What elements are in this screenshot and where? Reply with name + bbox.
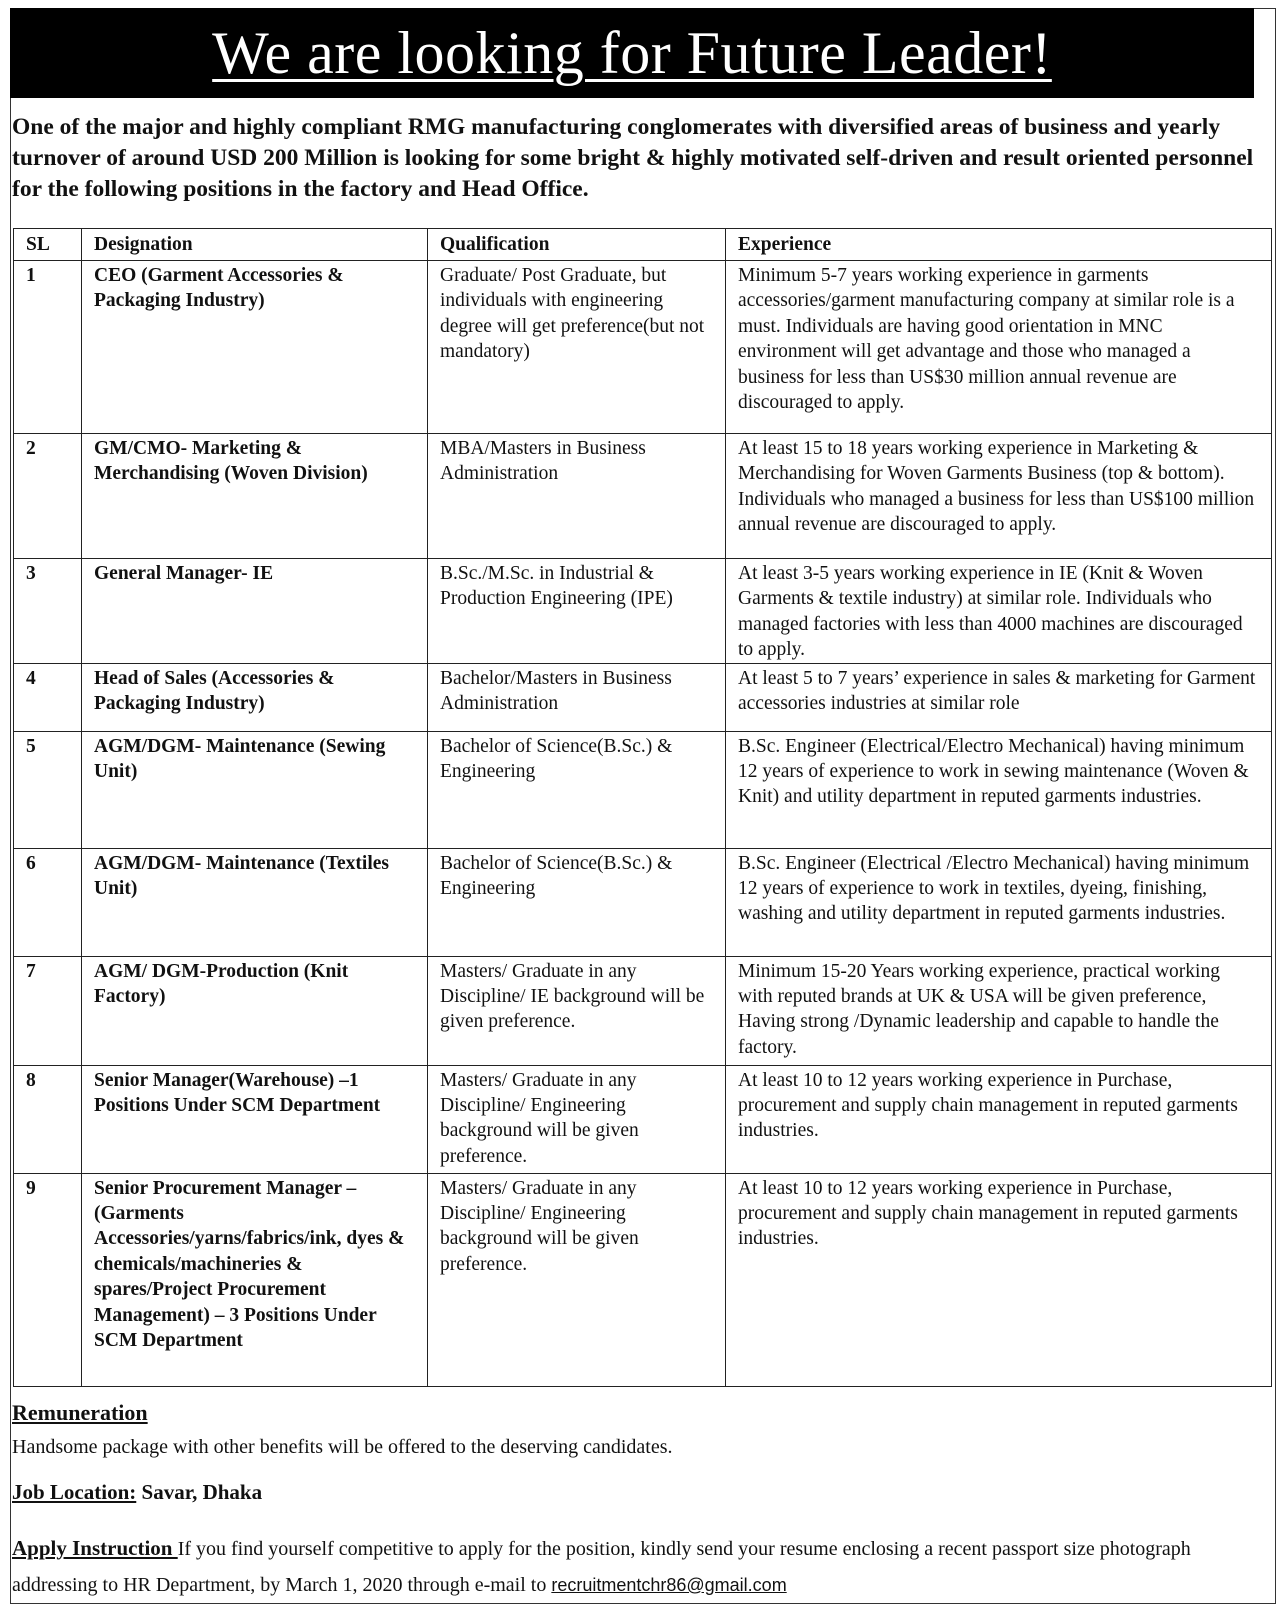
cell-sl: 6 (14, 848, 82, 956)
cell-designation: CEO (Garment Accessories & Packaging Industry) (82, 261, 428, 434)
cell-qualification: Bachelor of Science(B.Sc.) & Engineering (428, 731, 726, 848)
table-row (14, 559, 1272, 664)
positions-table (13, 228, 1272, 1387)
job-location (12, 1480, 262, 1505)
header-designation: Designation (82, 229, 428, 261)
cell-sl: 7 (14, 956, 82, 1065)
cell-qualification: Masters/ Graduate in any Discipline/ IE background will be given preference. (428, 956, 726, 1065)
cell-designation: Senior Manager(Warehouse) –1 Positions Under SCM Department (82, 1065, 428, 1173)
table-row (14, 848, 1272, 956)
cell-designation: GM/CMO- Marketing & Merchandising (Woven Division) (82, 434, 428, 559)
table-header-row (14, 229, 1272, 261)
email-link[interactable]: recruitmentchr86@gmail.com (551, 1575, 787, 1595)
cell-qualification: Graduate/ Post Graduate, but individuals with engineering degree will get preference(but not mandatory) (428, 261, 726, 434)
page-title: We are looking for Future Leader! (212, 19, 1052, 86)
job-location-label: Job Location: (12, 1480, 137, 1504)
cell-qualification: MBA/Masters in Business Administration (428, 434, 726, 559)
remuneration-text: Handsome package with other benefits will be offered to the deserving candidates. (12, 1436, 673, 1458)
cell-sl: 8 (14, 1065, 82, 1173)
intro-paragraph: One of the major and highly compliant RMG manufacturing conglomerates with diversified areas of business and yearly turnover of around USD 200 Million is looking for some bright & highly motivated self-driven and result oriented personnel for the following positions in the factory and Head Office. (12, 114, 1254, 202)
job-location-value: Savar, Dhaka (136, 1480, 263, 1504)
cell-qualification: Bachelor of Science(B.Sc.) & Engineering (428, 848, 726, 956)
cell-experience: B.Sc. Engineer (Electrical /Electro Mechanical) having minimum 12 years of experience to work in textiles, dyeing, finishing, washing and utility department in reputed garments industries. (726, 848, 1272, 956)
cell-experience: B.Sc. Engineer (Electrical/Electro Mechanical) having minimum 12 years of experience to work in sewing maintenance (Woven & Knit) and utility department in reputed garments industries. (726, 731, 1272, 848)
table-row (14, 434, 1272, 559)
cell-experience: At least 10 to 12 years working experience in Purchase, procurement and supply chain management in reputed garments industries. (726, 1065, 1272, 1173)
apply-instruction-label: Apply Instruction (12, 1536, 178, 1560)
cell-designation: Senior Procurement Manager –(Garments Accessories/yarns/fabrics/ink, dyes & chemicals/machineries & spares/Project Procurement Management) – 3 Positions Under SCM Department (82, 1173, 428, 1386)
cell-designation: General Manager- IE (82, 559, 428, 664)
cell-experience: At least 3-5 years working experience in IE (Knit & Woven Garments & textile industry) at similar role. Individuals who managed factories with less than 4000 machines are discouraged to apply. (726, 559, 1272, 664)
apply-instruction (12, 1530, 1262, 1603)
table-row (14, 1065, 1272, 1173)
cell-experience: Minimum 5-7 years working experience in garments accessories/garment manufacturing company at similar role is a must. Individuals are having good orientation in MNC environment will get advantage and those who managed a business for less than US$30 million annual revenue are discouraged to apply. (726, 261, 1272, 434)
table-row (14, 261, 1272, 434)
cell-designation: AGM/DGM- Maintenance (Sewing Unit) (82, 731, 428, 848)
cell-designation: Head of Sales (Accessories & Packaging Industry) (82, 663, 428, 731)
cell-experience: Minimum 15-20 Years working experience, practical working with reputed brands at UK & USA will be given preference, Having strong /Dynamic leadership and capable to handle the factory. (726, 956, 1272, 1065)
cell-qualification: Masters/ Graduate in any Discipline/ Engineering background will be given preference. (428, 1065, 726, 1173)
table-row (14, 956, 1272, 1065)
apply-instruction-text: If you find yourself competitive to apply for the position, kindly send your resume enclosing a recent passport size photograph addressing to HR Department, by March 1, 2020 through e-mail to (12, 1538, 1191, 1596)
cell-experience: At least 15 to 18 years working experience in Marketing & Merchandising for Woven Garments Business (top & bottom). Individuals who managed a business for less than US$100 million annual revenue are discouraged to apply. (726, 434, 1272, 559)
cell-sl: 3 (14, 559, 82, 664)
cell-designation: AGM/DGM- Maintenance (Textiles Unit) (82, 848, 428, 956)
table-row (14, 1173, 1272, 1386)
table-row (14, 663, 1272, 731)
cell-sl: 1 (14, 261, 82, 434)
title-banner (10, 8, 1254, 98)
remuneration-heading: Remuneration (12, 1400, 148, 1425)
cell-sl: 9 (14, 1173, 82, 1386)
cell-experience: At least 10 to 12 years working experience in Purchase, procurement and supply chain management in reputed garments industries. (726, 1173, 1272, 1386)
header-experience: Experience (726, 229, 1272, 261)
cell-qualification: B.Sc./M.Sc. in Industrial & Production Engineering (IPE) (428, 559, 726, 664)
cell-experience: At least 5 to 7 years’ experience in sales & marketing for Garment accessories industries at similar role (726, 663, 1272, 731)
cell-qualification: Bachelor/Masters in Business Administration (428, 663, 726, 731)
cell-sl: 4 (14, 663, 82, 731)
cell-designation: AGM/ DGM-Production (Knit Factory) (82, 956, 428, 1065)
header-sl: SL (14, 229, 82, 261)
cell-sl: 5 (14, 731, 82, 848)
cell-qualification: Masters/ Graduate in any Discipline/ Engineering background will be given preference. (428, 1173, 726, 1386)
header-qualification: Qualification (428, 229, 726, 261)
cell-sl: 2 (14, 434, 82, 559)
table-row (14, 731, 1272, 848)
